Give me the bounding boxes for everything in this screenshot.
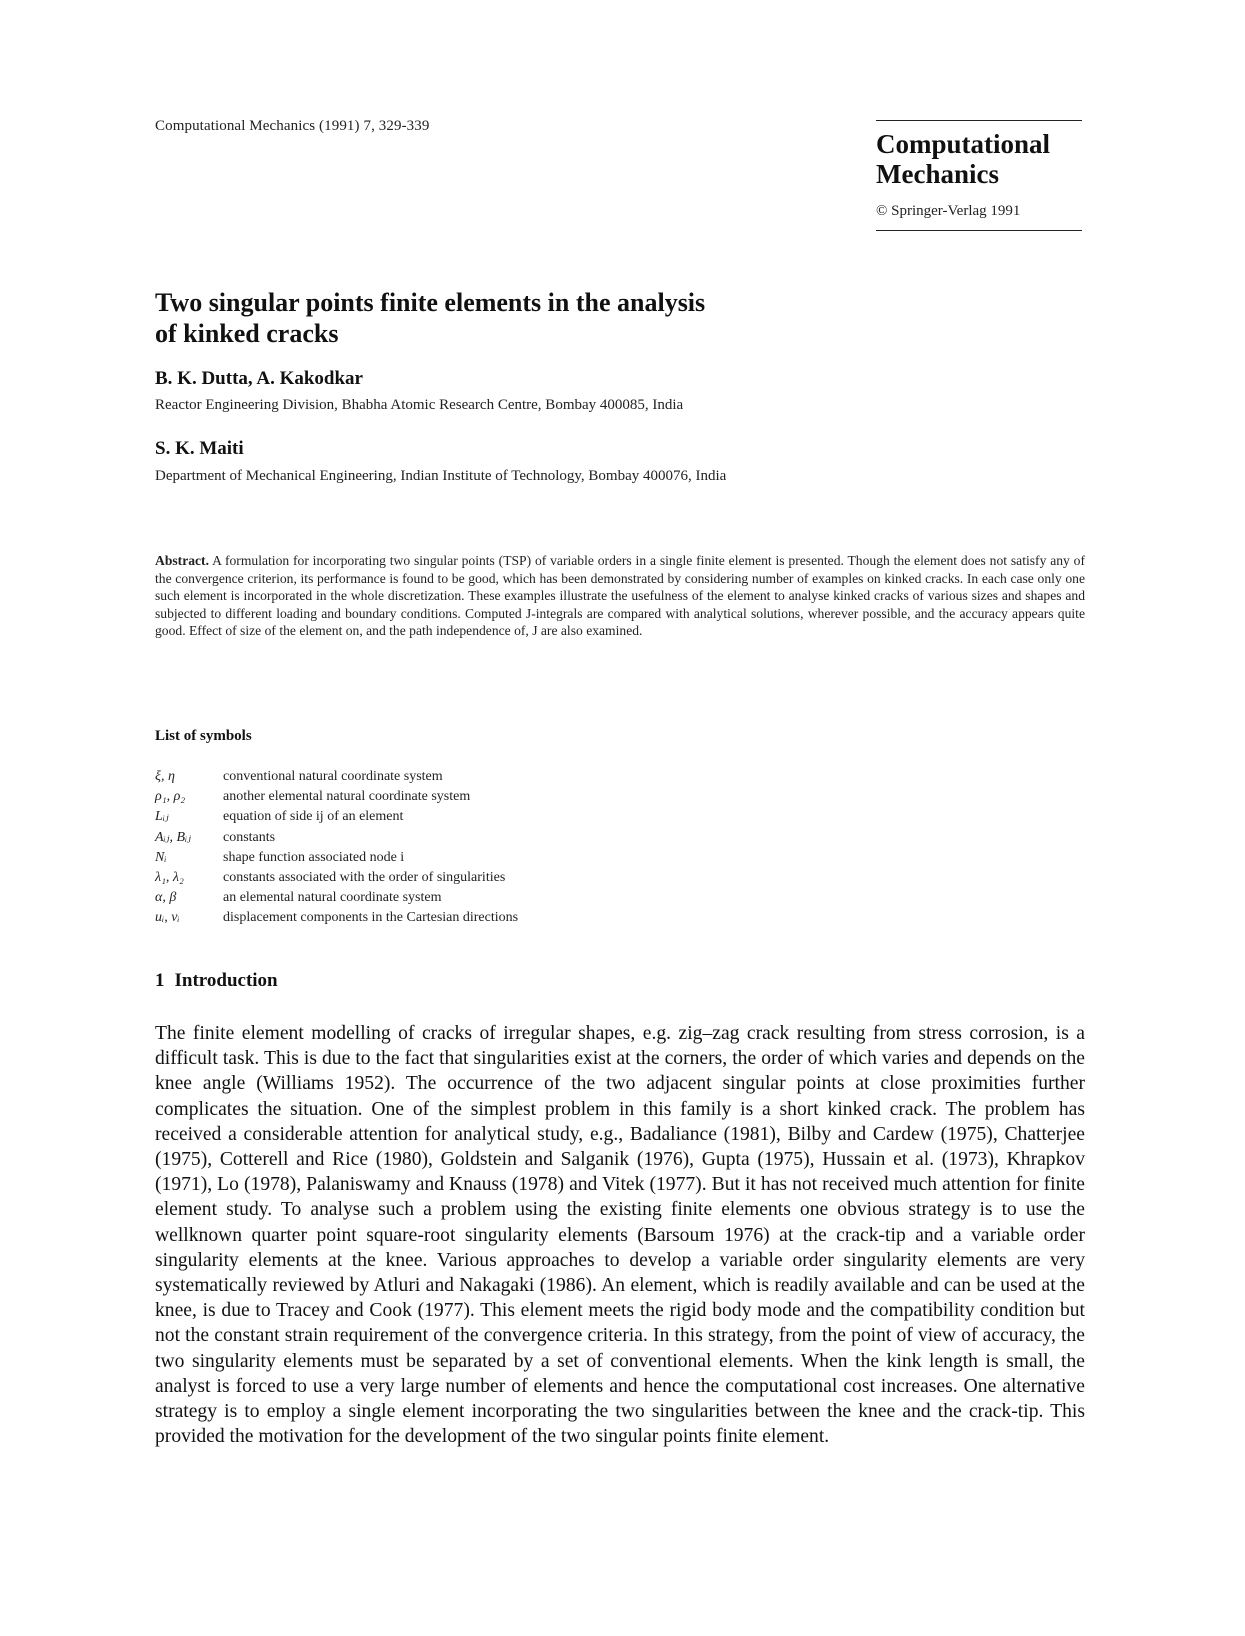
symbol-description: constants: [223, 829, 276, 845]
symbol-row: [155, 787, 755, 807]
section-heading: [155, 970, 278, 992]
symbols-heading: List of symbols: [155, 728, 252, 744]
journal-citation: Computational Mechanics (1991) 7, 329-339: [155, 118, 430, 134]
journal-masthead: [876, 120, 1082, 231]
journal-title-line2: Mechanics: [876, 159, 999, 189]
symbol: ξ, η: [155, 769, 175, 784]
symbol: Nᵢ: [155, 849, 167, 865]
symbol-description: equation of side ij of an element: [223, 809, 404, 825]
symbol: λ₁, λ₂: [155, 870, 184, 886]
abstract-text: A formulation for incorporating two singular points (TSP) of variable orders in a single finite element is presented. Though the element does not satisfy any of the convergence criterion, its performance is found to be good, which has been demonstrated by considering number of examples on kinked cracks. In each case only one such element is incorporated in the whole discretization. These examples illustrate the usefulness of the element to analyse kinked cracks of various sizes and shapes and subjected to different loading and boundary conditions. Computed J-integrals are compared with analytical solutions, wherever possible, and the accuracy appears quite good. Effect of size of the element on, and the path independence of, J are also examined.: [155, 553, 1085, 638]
symbol: α, β: [155, 890, 177, 906]
symbol-description: shape function associated node i: [223, 849, 405, 865]
symbols-list: [155, 767, 755, 929]
symbol-row: [155, 888, 755, 908]
author-names-2: S. K. Maiti: [155, 438, 244, 459]
copyright-notice: © Springer-Verlag 1991: [876, 203, 1021, 219]
symbol-row: [155, 767, 755, 787]
symbol-row: [155, 908, 755, 928]
symbol-row: [155, 848, 755, 868]
symbol-row: [155, 807, 755, 827]
symbol-description: displacement components in the Cartesian directions: [223, 910, 519, 926]
symbol: Aᵢⱼ, Bᵢⱼ: [155, 829, 191, 845]
symbol: uᵢ, vᵢ: [155, 910, 180, 926]
author-names-1: B. K. Dutta, A. Kakodkar: [155, 368, 363, 389]
journal-title-line1: Computational: [876, 129, 1051, 159]
section-title: Introduction: [174, 970, 278, 991]
section-number: 1: [155, 970, 165, 991]
symbol: ρ₁, ρ₂: [155, 789, 186, 805]
paper-title: [155, 287, 855, 349]
symbol: Lᵢⱼ: [155, 809, 169, 825]
abstract: [155, 552, 1085, 640]
symbol-row: [155, 868, 755, 888]
introduction-body: The finite element modelling of cracks of irregular shapes, e.g. zig–zag crack resulting from stress corrosion, is a difficult task. This is due to the fact that singularities exist at the corners, the order of which varies and depends on the knee angle (Williams 1952). The occurrence of the two adjacent singular points at close proximities further complicates the situation. One of the simplest problem in this family is a short kinked crack. The problem has received a considerable attention for analytical study, e.g., Badaliance (1981), Bilby and Cardew (1975), Chatterjee (1975), Cotterell and Rice (1980), Goldstein and Salganik (1976), Gupta (1975), Hussain et al. (1973), Khrapkov (1971), Lo (1978), Palaniswamy and Knauss (1978) and Vitek (1977). But it has not received much attention for finite element study. To analyse such a problem using the existing finite elements one obvious strategy is to use the wellknown quarter point square-root singularity elements (Barsoum 1976) at the crack-tip and a variable order singularity elements at the knee. Various approaches to develop a variable order singularity elements are very systematically reviewed by Atluri and Nakagaki (1986). An element, which is readily available and can be used at the knee, is due to Tracey and Cook (1977). This element meets the rigid body mode and the compatibility condition but not the constant strain requirement of the convergence criteria. In this strategy, from the point of view of accuracy, the two singularity elements must be separated by a set of conventional elements. When the kink length is small, the analyst is forced to use a very large number of elements and hence the computational cost increases. One alternative strategy is to employ a single element incorporating the two singularities between the knee and the crack-tip. This provided the motivation for the development of the two singular points finite element.: [155, 1023, 1085, 1448]
author-affiliation-2: Department of Mechanical Engineering, Indian Institute of Technology, Bombay 400076, India: [155, 468, 727, 484]
symbol-description: another elemental natural coordinate system: [223, 789, 471, 805]
abstract-label: Abstract.: [155, 553, 209, 568]
paper-title-line1: Two singular points finite elements in the analysis: [155, 288, 706, 317]
symbol-description: conventional natural coordinate system: [223, 769, 443, 784]
symbol-description: an elemental natural coordinate system: [223, 890, 442, 906]
symbol-row: [155, 828, 755, 848]
author-affiliation-1: Reactor Engineering Division, Bhabha Atomic Research Centre, Bombay 400085, India: [155, 397, 684, 413]
paper-title-line2: of kinked cracks: [155, 319, 339, 348]
symbol-description: constants associated with the order of singularities: [223, 870, 506, 886]
